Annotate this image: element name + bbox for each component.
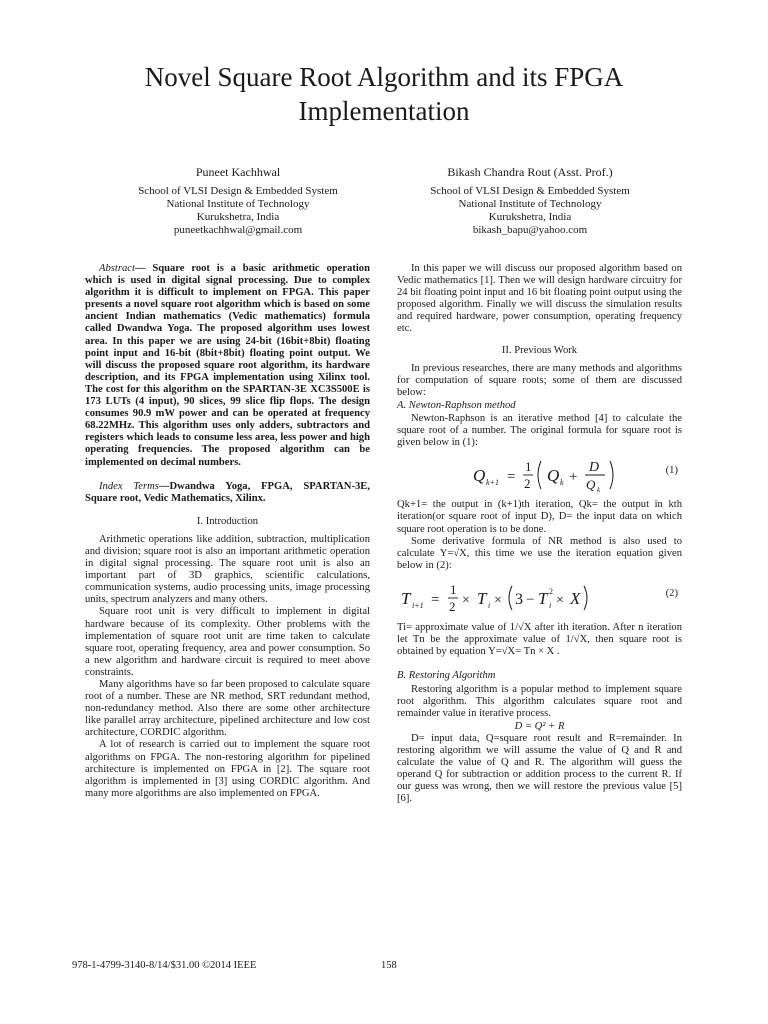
svg-text:Q: Q (586, 477, 596, 493)
abstract-lead: Abstract (99, 263, 135, 274)
svg-text:Q: Q (473, 466, 486, 486)
nr-paragraph-3: Some derivative formula of NR method is also used to calculate Y=√X, this time we use the iteration equation given below in (2): (397, 535, 682, 571)
svg-text:X: X (570, 588, 581, 608)
svg-text:=: = (431, 591, 440, 608)
restoring-equation: D = Q² + R (514, 720, 565, 732)
author-institute: National Institute of Technology (166, 198, 310, 210)
subsection-heading-restoring: B. Restoring Algorithm (397, 670, 496, 682)
index-terms-lead: Index Terms (99, 480, 159, 492)
svg-text:T: T (401, 588, 411, 608)
svg-text:i: i (488, 600, 491, 610)
svg-text:T: T (477, 588, 487, 608)
author-email: bikash_bapu@yahoo.com (472, 224, 588, 236)
svg-text:2: 2 (549, 586, 553, 596)
svg-text:i: i (549, 600, 552, 610)
equation-2 (397, 578, 682, 616)
abstract-body: — Square root is a basic arithmetic operation which is used in digital signal processing. Due to complex algorithm it is difficult to implement on FPGA. This paper presents a novel square root algorithm which is based on some ancient Indian mathematics (Vedic mathematics) formula called Dwandwa Yoga. The proposed algorithm uses lowest area. In this paper we are using 24-bit (16bit+8bit) floating point input and 16-bit (8bit+8bit) floating point output. We will discuss the proposed square root algorithm, its hardware description, and its FPGA implementation using Xilinx tool. The cost for this algorithm on the SPARTAN-3E XC3S500E is 173 LUTs (4 input), 90 slices, 99 slice flip flops. The design consumes 90.9 mW power and can be operated at frequency 68.22MHz. This algorithm uses only adders, subtractors and registers which leads to consume less area, less power and high operating frequencies. The proposed algorithm can be implemented on decimal numbers. (85, 263, 370, 468)
equation-1-number: (1) (665, 465, 678, 477)
svg-text:1: 1 (525, 459, 532, 475)
equation-2-number: (2) (665, 587, 678, 599)
svg-text:2: 2 (524, 476, 531, 492)
nr-paragraph-4: Ti= approximate value of 1/√X after ith iteration. After n iteration let Tn be the approximate value of 1/√X, then square root is obtained by equation Y=√X= Tn × X . (397, 621, 682, 658)
nr-paragraph-1: Newton-Raphson is an iterative method [4] to calculate the square root of a number. The original formula for square root is given below in (1): (397, 413, 682, 449)
svg-text:1: 1 (450, 581, 457, 597)
svg-text:D: D (589, 460, 600, 476)
nr-paragraph-2: Qk+1= the output in (k+1)th iteration, Qk= the output in kth iteration(or square root of input D), D= the input data on which square root operation is to be done. (397, 499, 682, 535)
footer-isbn: 978-1-4799-3140-8/14/$31.00 ©2014 IEEE (72, 960, 257, 971)
svg-text:T: T (538, 588, 548, 608)
intro-paragraph-4: A lot of research is carried out to implement the square root algorithms on FPGA. The non-restoring algorithm for pipelined architecture is implemented on FPGA in [2]. The square root algorithm is implemented in [3] using CORDIC algorithm. And many more algorithms are also implemented on FPGA. (85, 739, 370, 799)
equation-2-formula (397, 578, 627, 618)
svg-text:2: 2 (449, 598, 456, 614)
paper-title: Novel Square Root Algorithm and its FPGA Implementation (144, 62, 624, 126)
author-affiliation: School of VLSI Design & Embedded System (138, 185, 338, 197)
svg-text:3: 3 (515, 590, 523, 608)
svg-text:k: k (560, 478, 564, 488)
author-email: puneetkachhwal@gmail.com (173, 224, 303, 236)
previous-work-paragraph: In previous researches, there are many methods and algorithms for computation of square roots; some of them are discussed below: (397, 362, 682, 398)
restoring-paragraph-1: Restoring algorithm is a popular method to implement square root algorithm. This algorithm calculates square root and remainder value in iterative process. (397, 684, 682, 720)
equation-1 (397, 455, 682, 493)
left-column (85, 263, 370, 800)
right-paragraph-1: In this paper we will discuss our proposed algorithm based on Vedic mathematics [1]. Then we will design hardware circuitry for 24 bit floating point input and 16 bit floating point output using the proposed algorithm. Finally we will discuss the simulation results and required hardware, power consumption, operating frequency etc. (397, 263, 682, 335)
svg-text:−: − (526, 591, 535, 608)
index-terms-body: —Dwandwa Yoga, FPGA, SPARTAN-3E, Square root, Vedic Mathematics, Xilinx. (85, 480, 370, 504)
author-name: Puneet Kachhwal (195, 165, 281, 179)
right-column (397, 263, 682, 805)
equation-1-formula (469, 455, 639, 495)
svg-text:Q: Q (547, 466, 560, 486)
svg-text:i+1: i+1 (412, 600, 424, 610)
section-heading-introduction: I. Introduction (196, 515, 259, 527)
index-terms (85, 481, 370, 505)
author-2 (380, 166, 680, 237)
intro-paragraph-1: Arithmetic operations like addition, subtraction, multiplication and division; square root is also an important arithmetic operation in digital signal processing. The square root unit is also an important part of 3D graphics, scientific calculations, communication systems, audio processing units, image processing units, spectrum analyzers and many others. (85, 533, 370, 606)
svg-text:×: × (462, 592, 470, 608)
restoring-paragraph-2: D= input data, Q=square root result and R=remainder. In restoring algorithm we will assume the value of Q and R and calculate the value of Q and R. The algorithm will guess the operand Q for subtraction or addition process to the current R. If our guess was wrong, then we will restore the previous value [5][6]. (397, 732, 682, 805)
intro-paragraph-3: Many algorithms have so far been proposed to calculate square root of a number. These are NR method, SRT redundant method, non-redundancy method. Also there are some other architecture like parallel array architecture, pipelined architecture and low cost architecture, CORDIC algorithm. (85, 679, 370, 739)
subsection-heading-newton-raphson: A. Newton-Raphson method (397, 399, 516, 411)
svg-text:×: × (556, 592, 564, 608)
author-location: Kurukshetra, India (196, 211, 280, 223)
svg-text:k+1: k+1 (486, 478, 499, 488)
page-number: 158 (381, 960, 397, 971)
intro-paragraph-2: Square root unit is very difficult to implement in digital hardware because of its complexity. Other problems with the implementation of square root unit are time taken to calculate square root, operating frequency, area and power consumption. So a new algorithm and hardware circuit is required to meet above constraints. (85, 606, 370, 678)
abstract (85, 263, 370, 469)
author-affiliation: School of VLSI Design & Embedded System (430, 185, 630, 197)
author-1 (88, 166, 388, 237)
svg-text:k: k (597, 486, 601, 495)
section-heading-previous-work: II. Previous Work (501, 344, 578, 356)
author-location: Kurukshetra, India (488, 211, 572, 223)
svg-text:=: = (507, 469, 516, 486)
author-institute: National Institute of Technology (458, 198, 602, 210)
svg-text:+: + (569, 469, 578, 486)
svg-text:×: × (494, 592, 502, 608)
author-name: Bikash Chandra Rout (Asst. Prof.) (447, 165, 613, 179)
